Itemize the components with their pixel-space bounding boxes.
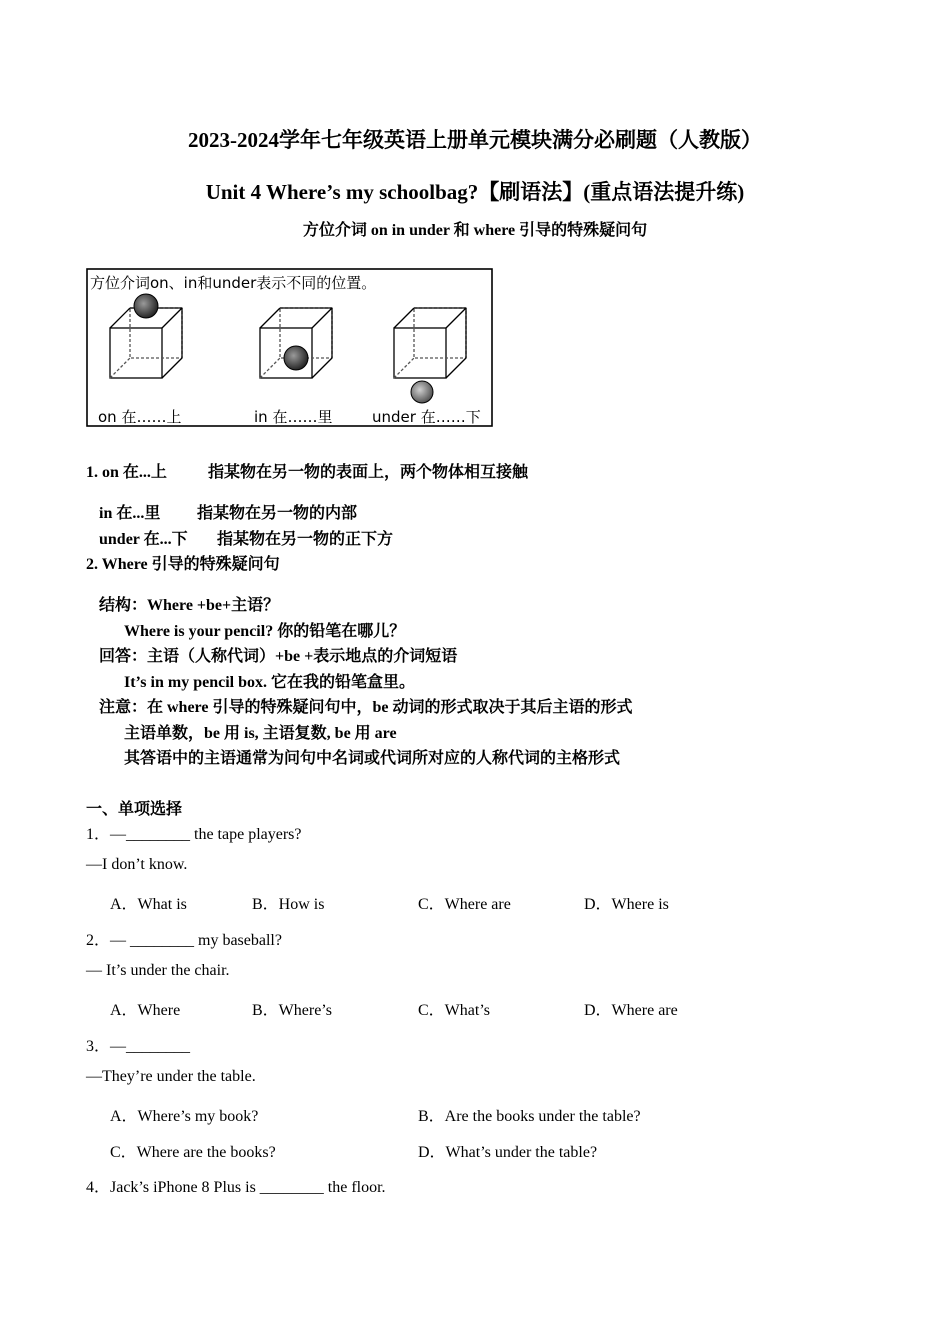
unit-subtitle: Unit 4 Where’s my schoolbag?【刷语法】(重点语法提升练): [205, 180, 745, 204]
page-title: 2023-2024学年七年级英语上册单元模块满分必刷题（人教版）: [188, 128, 762, 152]
grammar-answer: 回答：主语（人称代词）+be +表示地点的介词短语: [99, 648, 458, 665]
grammar-under-label: under 在...下: [99, 531, 188, 548]
q3-option-d[interactable]: D．What’s under the table?: [418, 1144, 598, 1161]
q3-option-a[interactable]: A．Where’s my book?: [110, 1108, 259, 1125]
label-under: under 在……下: [372, 408, 481, 426]
grammar-note-1: 注意：在 where 引导的特殊疑问句中，be 动词的形式取决于其后主语的形式: [99, 699, 633, 716]
grammar-under-desc: 指某物在另一物的正下方: [217, 531, 394, 548]
grammar-on-label: 1. on 在...上: [86, 464, 167, 481]
q2-option-b[interactable]: B．Where’s: [252, 1002, 332, 1019]
grammar-note-2: 主语单数，be 用 is, 主语复数, be 用 are: [124, 725, 397, 742]
grammar-structure: 结构：Where +be+主语？: [99, 597, 280, 614]
q1-question: 1．—________ the tape players?: [86, 826, 302, 843]
grammar-in-desc: 指某物在另一物的内部: [197, 505, 358, 522]
q2-option-d[interactable]: D．Where are: [584, 1002, 678, 1019]
grammar-example-question: Where is your pencil? 你的铅笔在哪儿？: [124, 623, 406, 640]
topic-line: 方位介词 on in under 和 where 引导的特殊疑问句: [302, 222, 648, 239]
grammar-example-answer: It’s in my pencil box. 它在我的铅笔盒里。: [124, 674, 415, 691]
ball-on: [134, 294, 158, 318]
grammar-where-title: 2. Where 引导的特殊疑问句: [86, 556, 280, 573]
grammar-note-3: 其答语中的主语通常为问句中名词或代词所对应的人称代词的主格形式: [124, 750, 621, 767]
q1-reply: —I don’t know.: [86, 856, 188, 873]
ball-under: [411, 381, 433, 403]
label-in: in 在……里: [254, 408, 333, 426]
label-on: on 在……上: [98, 408, 182, 426]
grammar-in-label: in 在...里: [99, 505, 161, 522]
q1-option-a[interactable]: A．What is: [110, 896, 187, 913]
q3-option-b[interactable]: B．Are the books under the table?: [418, 1108, 641, 1125]
q2-option-a[interactable]: A．Where: [110, 1002, 181, 1019]
grammar-on-desc: 指某物在另一物的表面上，两个物体相互接触: [208, 464, 529, 481]
q4-question: 4．Jack’s iPhone 8 Plus is ________ the floor.: [86, 1179, 386, 1196]
q3-question: 3．—________: [86, 1038, 191, 1055]
q3-reply: —They’re under the table.: [86, 1068, 256, 1085]
ball-in: [284, 346, 308, 370]
q2-question: 2．— ________ my baseball?: [86, 932, 282, 949]
prepositions-figure: [86, 268, 494, 428]
figure-caption: 方位介词on、in和under表示不同的位置。: [90, 274, 377, 292]
q1-option-d[interactable]: D．Where is: [584, 896, 669, 913]
q1-option-b[interactable]: B．How is: [252, 896, 325, 913]
q3-option-c[interactable]: C．Where are the books?: [110, 1144, 276, 1161]
section-title: 一、单项选择: [86, 801, 183, 818]
q2-reply: — It’s under the chair.: [86, 962, 230, 979]
q1-option-c[interactable]: C．Where are: [418, 896, 511, 913]
q2-option-c[interactable]: C．What’s: [418, 1002, 490, 1019]
prepositions-illustration: [86, 268, 494, 428]
